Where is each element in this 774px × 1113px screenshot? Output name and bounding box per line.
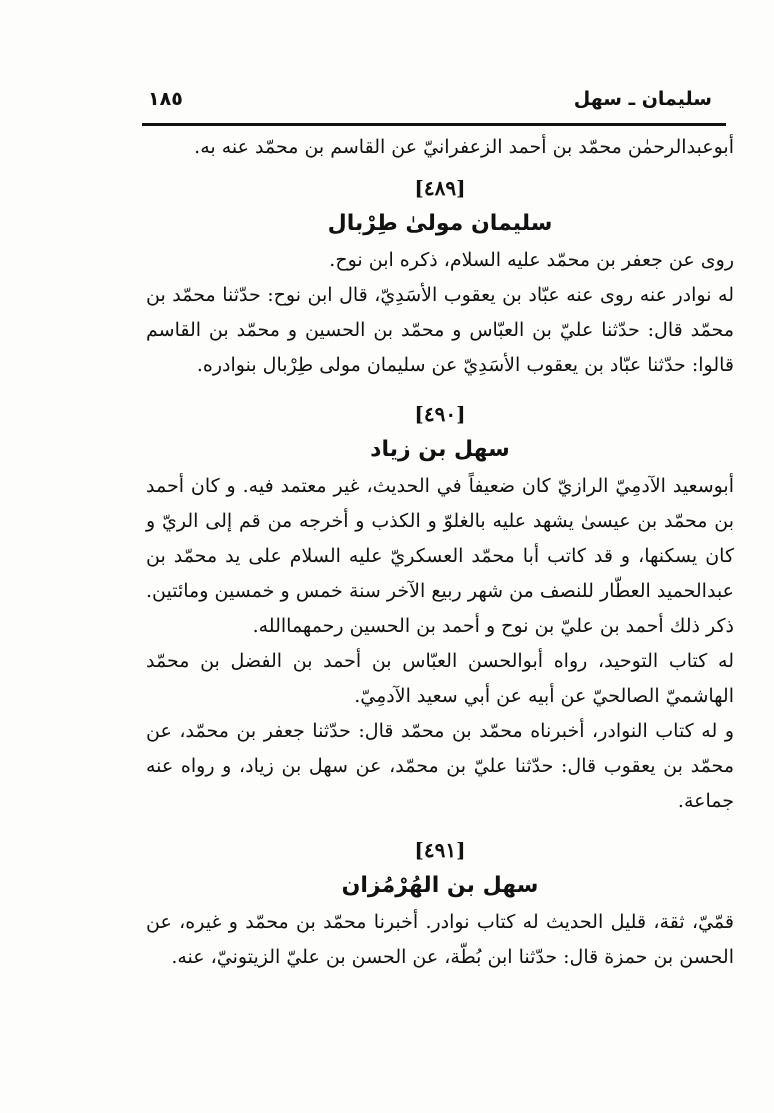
entry-paragraph: له نوادر عنه روى عنه عبّاد بن يعقوب الأسَدِيّ، قال ابن نوح: حدّثنا محمّد بن محمّد قال: حدّثنا عليّ بن العبّاس و محمّد بن الحسين و محمّد بن القاسم قالوا: حدّثنا عبّاد بن يعقوب الأسَدِيّ عن سليمان مولى طِرْبال بنوادره. <box>146 284 734 376</box>
body-text <box>146 130 734 975</box>
continuation-line: أبوعبدالرحمٰن محمّد بن أحمد الزعفرانيّ عن القاسم بن محمّد عنه به. <box>194 136 734 158</box>
entry-paragraph: قمّيّ، ثقة، قليل الحديث له كتاب نوادر. أخبرنا محمّد بن محمّد و غيره، عن الحسن بن حمزة قال: حدّثنا ابن بُطّة، عن الحسن بن عليّ الزيتونيّ، عنه. <box>146 911 734 968</box>
header-rule <box>142 123 726 126</box>
entry-number: [٤٨٩] <box>414 176 466 200</box>
entry-491 <box>146 833 734 975</box>
entry-title: سليمان مولىٰ طِرْبال <box>327 211 553 236</box>
running-title: سليمان ـ سهل <box>573 88 712 110</box>
page-number: ١٨٥ <box>148 88 183 110</box>
entry-490 <box>146 397 734 819</box>
entry-paragraph: له كتاب التوحيد، رواه أبوالحسن العبّاس بن أحمد بن الفضل بن محمّد الهاشميّ الصالحيّ عن أبيه عن أبي سعيد الآدمِيّ. <box>146 650 734 707</box>
entry-paragraph: أبوسعيد الآدمِيّ الرازيّ كان ضعيفاً في الحديث، غير معتمد فيه. و كان أحمد بن محمّد بن عيسىٰ يشهد عليه بالغلوّ و الكذب و أخرجه من قم إلى الريّ و كان يسكنها، و قد كاتب أبا محمّد العسكريّ عليه السلام على يد محمّد بن عبدالحميد العطّار للنصف من شهر ربيع الآخر سنة خمس و خمسين ومائتين. ذكر ذلك أحمد بن عليّ بن نوح و أحمد بن الحسين رحمهماالله. <box>146 475 734 637</box>
entry-number: [٤٩١] <box>414 838 466 862</box>
entry-title: سهل بن زياد <box>370 437 510 462</box>
entry-paragraph: روى عن جعفر بن محمّد عليه السلام، ذكره ابن نوح. <box>329 249 734 271</box>
entry-title: سهل بن الهُرْمُزان <box>341 873 539 898</box>
entry-489 <box>146 171 734 383</box>
entry-number: [٤٩٠] <box>414 402 466 426</box>
entry-paragraph: و له كتاب النوادر، أخبرناه محمّد بن محمّد قال: حدّثنا جعفر بن محمّد، عن محمّد بن يعقوب قال: حدّثنا عليّ بن محمّد، عن سهل بن زياد، و رواه عنه جماعة. <box>146 720 734 812</box>
